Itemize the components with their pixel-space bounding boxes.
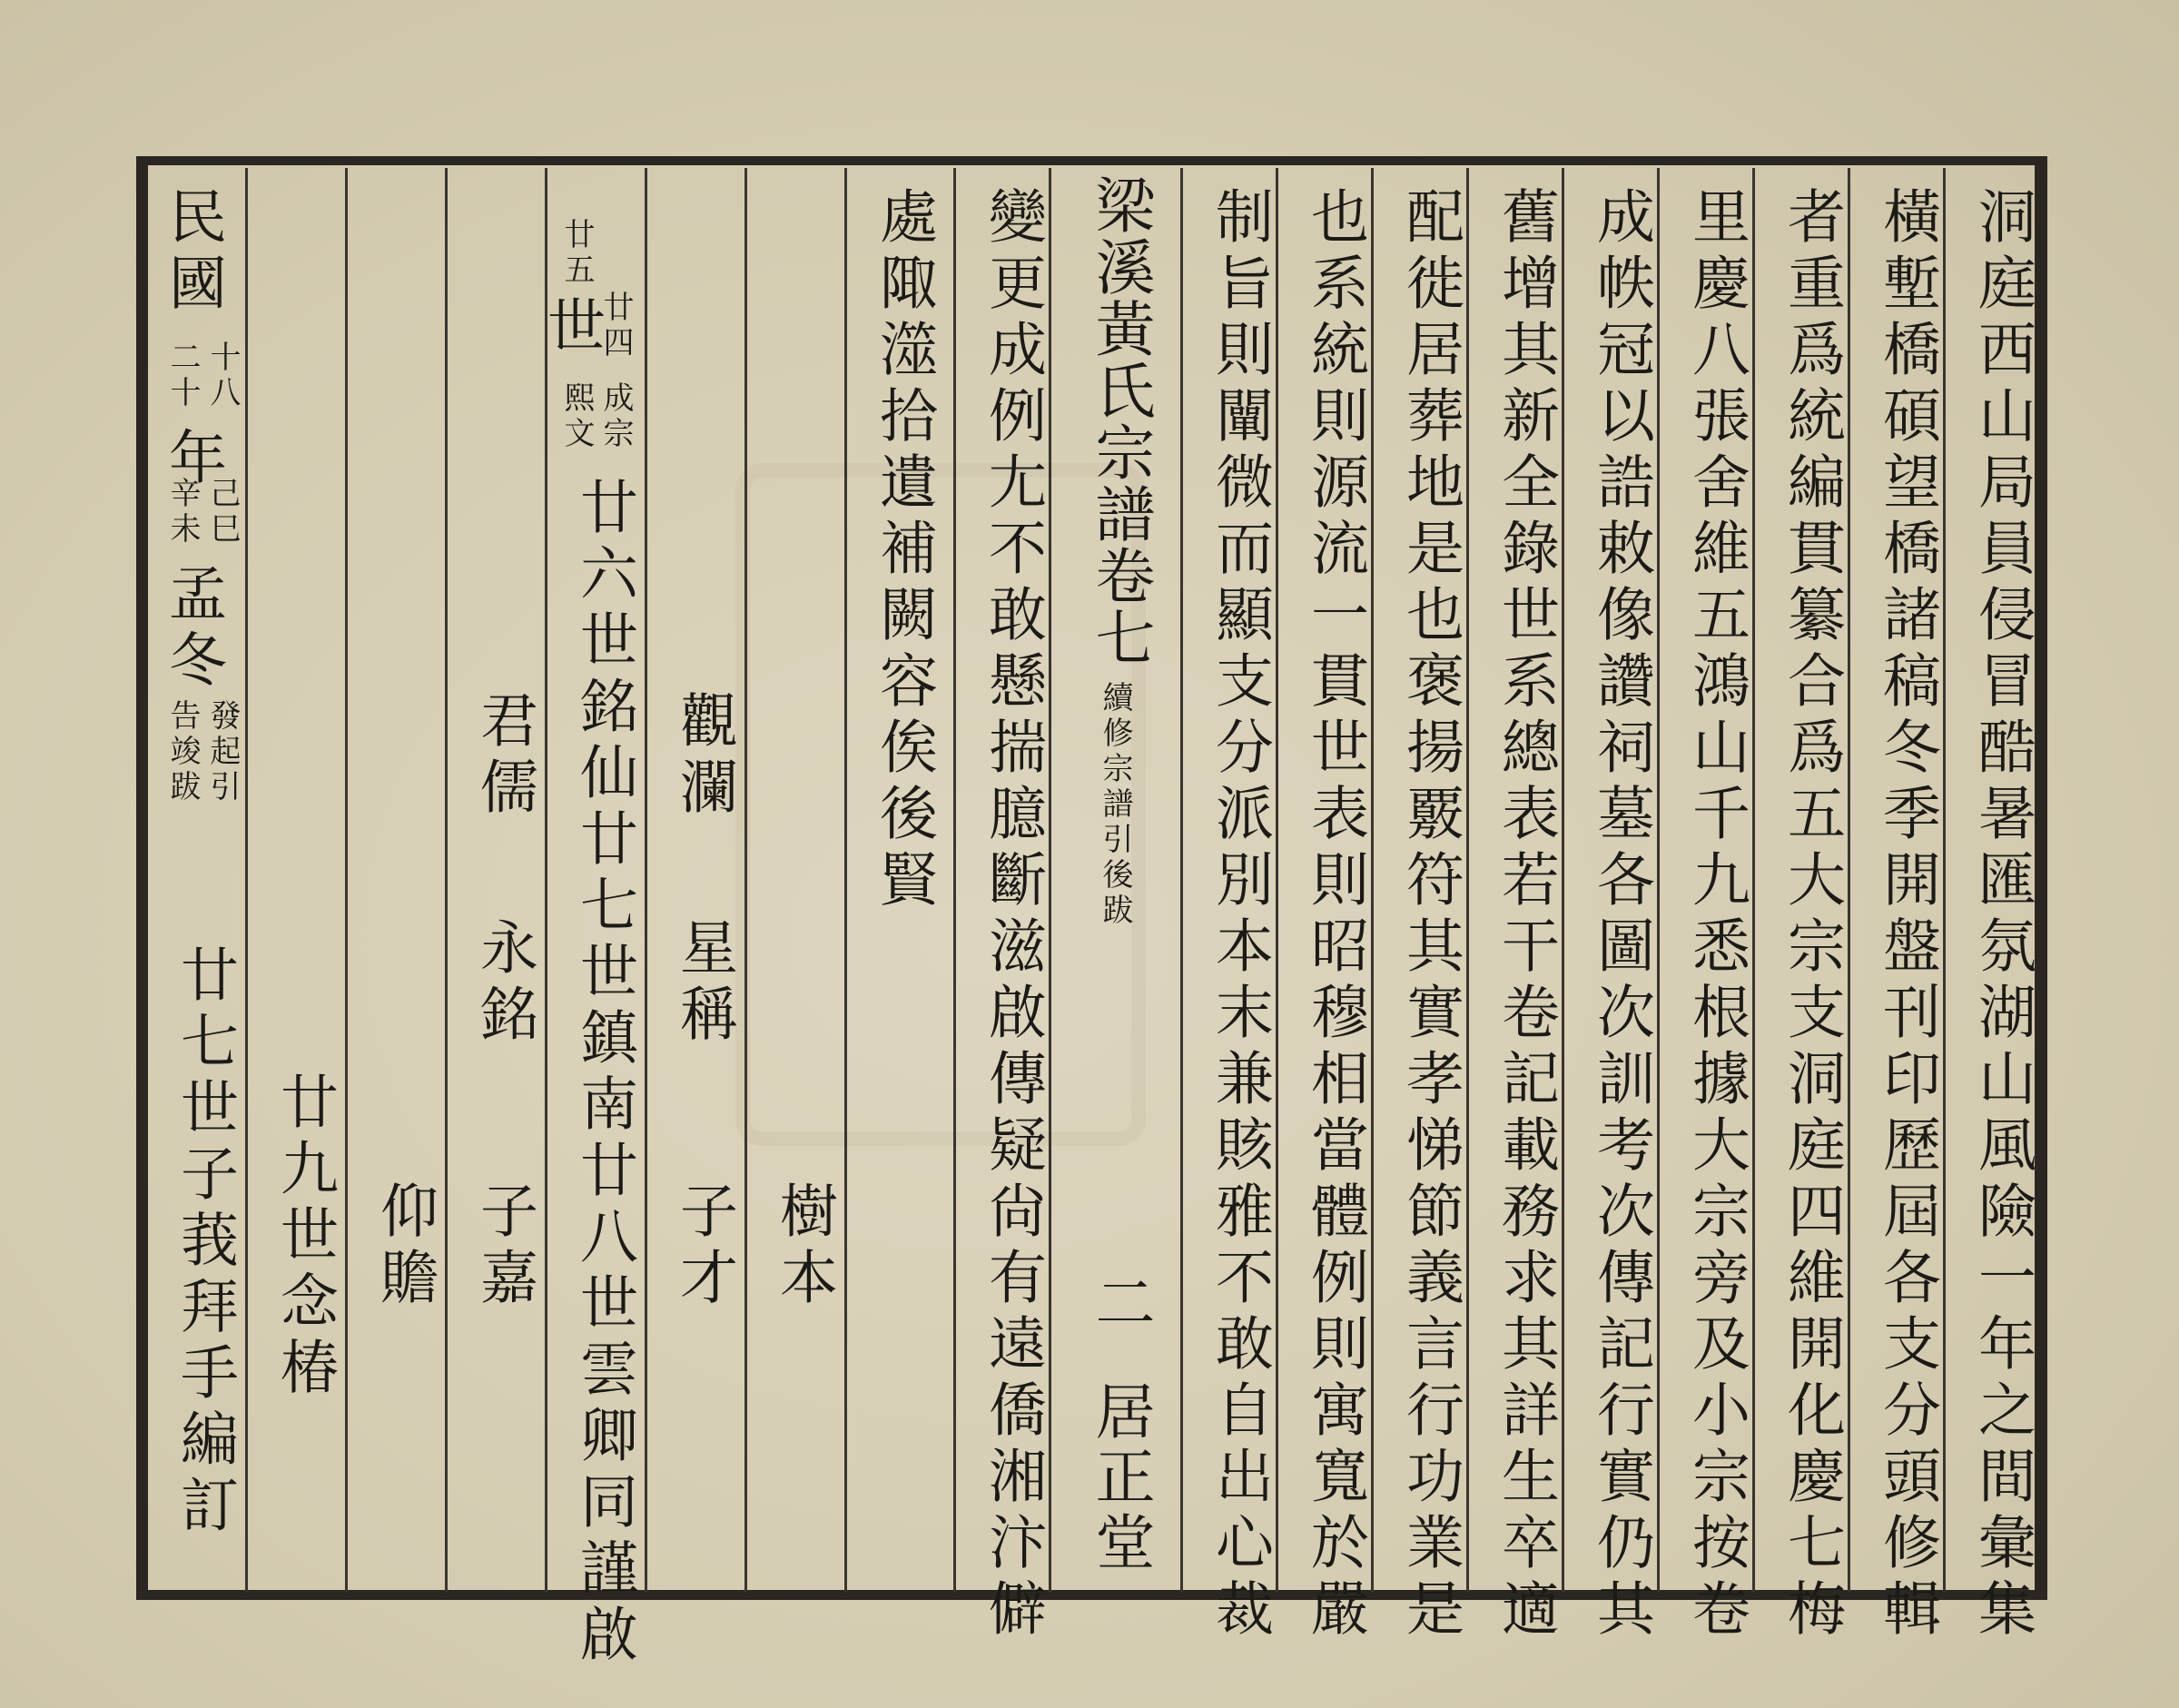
colophon-gz-b: 辛未 (164, 477, 201, 548)
hall-name: 居正堂 (1085, 1380, 1155, 1576)
column-ruling (1180, 168, 1183, 1592)
section-subtitle: 續修宗譜引後跋 (1097, 681, 1133, 929)
contributor-name: 廿九世念椿 (271, 1071, 338, 1403)
generation-note-a: 廿四 (597, 291, 634, 361)
colophon-year-b: 二十 (164, 341, 201, 411)
colophon-year-a: 十八 (204, 341, 241, 411)
colophon-nian: 年 (159, 427, 226, 493)
text-column-7: 配徙居葬地是也褒揚覈符其實孝悌節義言行功業是 (1396, 186, 1464, 1644)
page-number: 二 (1085, 1271, 1155, 1337)
contributor-name: 子嘉 (470, 1180, 537, 1313)
name-note-a: 成宗 (597, 381, 634, 452)
contributor-name: 觀瀾 (670, 690, 737, 823)
text-column-9: 制旨則闡微而顯支分派別本末兼賅雅不敢自出心裁 (1206, 186, 1273, 1644)
generation-note-b: 廿五 (558, 218, 595, 289)
contributor-name: 永銘 (470, 917, 537, 1050)
colophon-season: 孟冬 (159, 563, 226, 696)
column-ruling (744, 168, 747, 1592)
book-title (1076, 174, 1163, 668)
text-column-6: 舊增其新全錄世系總表若干卷記載務求其詳生卒適 (1492, 186, 1559, 1644)
contributor-name: 子才 (670, 1180, 737, 1313)
contributor-name: 仰贍 (370, 1180, 438, 1313)
book-title-text: 梁溪黃氏宗譜 (1085, 174, 1155, 545)
text-column-11: 處陬澨拾遺補闕容俟後賢 (870, 186, 937, 915)
text-column-2: 橫塹橋碩望橋諸稿冬季開盤刊印歷屆各支分頭修輯 (1873, 186, 1940, 1644)
colophon-signature: 廿七世子莪拜手編訂 (171, 944, 238, 1541)
contributor-name: 君儒 (470, 690, 537, 823)
generation-word: 世 (537, 295, 605, 361)
text-column-4: 里慶八張舍維五鴻山千九悉根據大宗旁及小宗按卷 (1682, 186, 1750, 1644)
column-ruling (953, 168, 956, 1592)
colophon-gz-a: 己巳 (204, 477, 241, 548)
colophon-note-a: 發起引 (204, 699, 241, 805)
contributor-name: 樹本 (770, 1180, 837, 1313)
column-ruling (545, 168, 547, 1592)
column-ruling (445, 168, 448, 1592)
colophon-note-b: 告竣跋 (164, 699, 201, 805)
contributor-line: 廿六世銘仙廿七世鎮南廿八世雲卿同謹啟 (570, 477, 637, 1670)
contributor-name: 星稱 (670, 917, 737, 1050)
text-column-8: 也系統則源流一貫世表則昭穆相當體例則寓寬於嚴 (1301, 186, 1368, 1644)
text-column-10: 變更成例尢不敢懸揣臆斷滋啟傳疑尙有遠僑湘汴僻 (979, 186, 1046, 1644)
volume-label: 卷七 (1085, 545, 1155, 668)
name-note-b: 熙文 (558, 381, 595, 452)
text-column-3: 者重爲統編貫纂合爲五大宗支洞庭四維開化慶七梅 (1778, 186, 1845, 1644)
text-column-5: 成帙冠以誥敕像讚祠墓各圖次訓考次傳記行實仍其 (1587, 186, 1654, 1644)
colophon-era: 民國 (159, 186, 226, 319)
text-column-1: 洞庭西山局員侵冒酷暑匯氛湖山風險一年之間彙集 (1968, 186, 2036, 1644)
column-ruling (844, 168, 847, 1592)
